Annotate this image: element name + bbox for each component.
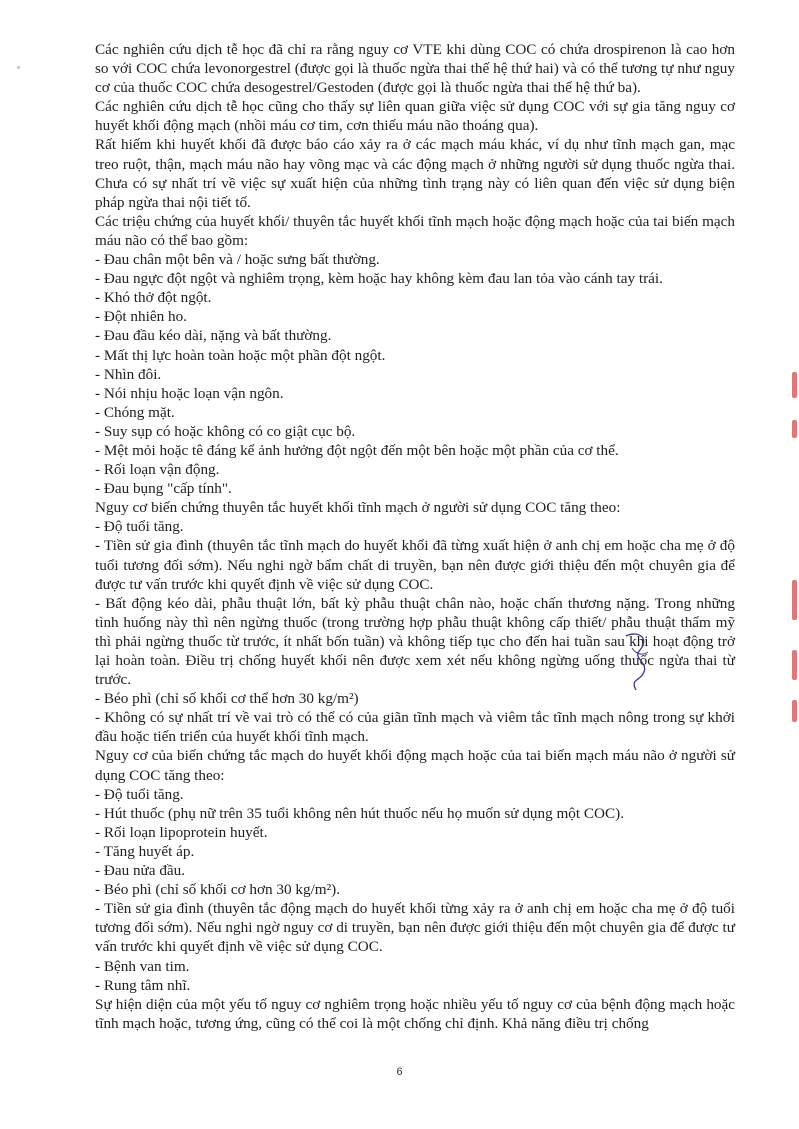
scan-edge-mark bbox=[792, 700, 797, 722]
paragraph: Các nghiên cứu dịch tễ học đã chỉ ra rằng nguy cơ VTE khi dùng COC có chứa drospirenon là cao hơn so với COC chứa levonorgestrel (được gọi là thuốc ngừa thai thế hệ thứ hai) và có thể tương tự như nguy cơ của thuốc COC chứa desogestrel/Gestoden (được gọi là thuốc ngừa thai thế hệ thứ ba). bbox=[95, 41, 735, 97]
paragraph: - Rung tâm nhĩ. bbox=[95, 976, 191, 994]
paragraph: - Đau chân một bên và / hoặc sưng bất thường. bbox=[95, 251, 380, 269]
paragraph: - Bất động kéo dài, phẫu thuật lớn, bất kỳ phẫu thuật chân nào, hoặc chấn thương nặng. Trong những tình huống này thì nên ngừng thuốc (trong trường hợp phẫu thuật không cấp thiết/ phẫu thuật thẩm mỹ thì phải ngừng thuốc từ trước, ít nhất bốn tuần) và không tiếp tục cho đến hai tuần sau khi hoạt động trở lại hoàn toàn. Điều trị chống huyết khối nên được xem xét nếu không ngừng uống thuốc ngừa thai từ trước. bbox=[95, 594, 735, 689]
paragraph: - Đau bụng "cấp tính". bbox=[95, 480, 232, 498]
paragraph: Các nghiên cứu dịch tễ học cũng cho thấy sự liên quan giữa việc sử dụng COC với sự gia tăng nguy cơ huyết khối động mạch (nhồi máu cơ tim, cơn thiếu máu não thoáng qua). bbox=[95, 98, 735, 135]
document-body bbox=[95, 40, 735, 1033]
scan-edge-mark bbox=[792, 420, 797, 438]
scan-edge-mark bbox=[792, 580, 797, 620]
scan-dot bbox=[17, 66, 20, 69]
paragraph: Nguy cơ của biến chứng tắc mạch do huyết khối động mạch hoặc của tai biến mạch máu não ở người sử dụng COC tăng theo: bbox=[95, 747, 735, 784]
paragraph: - Khó thở đột ngột. bbox=[95, 289, 212, 307]
paragraph: - Hút thuốc (phụ nữ trên 35 tuổi không nên hút thuốc nếu họ muốn sử dụng một COC). bbox=[95, 804, 624, 822]
paragraph: - Suy sụp có hoặc không có co giật cục bộ. bbox=[95, 422, 356, 440]
paragraph: - Béo phì (chỉ số khối cơ thể hơn 30 kg/m²) bbox=[95, 690, 359, 708]
paragraph: - Nói nhịu hoặc loạn vận ngôn. bbox=[95, 384, 284, 402]
paragraph: - Đau nửa đầu. bbox=[95, 862, 186, 880]
paragraph: - Đau ngực đột ngột và nghiêm trọng, kèm hoặc hay không kèm đau lan tỏa vào cánh tay trái. bbox=[95, 270, 663, 288]
paragraph: - Đau đầu kéo dài, nặng và bất thường. bbox=[95, 327, 332, 345]
paragraph: - Mất thị lực hoàn toàn hoặc một phần đột ngột. bbox=[95, 346, 386, 364]
paragraph: Các triệu chứng của huyết khối/ thuyên tắc huyết khối tĩnh mạch hoặc động mạch hoặc của tai biến mạch máu não có thể bao gồm: bbox=[95, 212, 735, 249]
paragraph: - Tiền sử gia đình (thuyên tắc tĩnh mạch do huyết khối đã từng xuất hiện ở anh chị em hoặc cha mẹ ở độ tuổi tương đối sớm). Nếu nghi ngờ bẩm chất di truyền, bạn nên được giới thiệu đến một chuyên gia để được tư vấn trước khi quyết định về việc sử dụng COC. bbox=[95, 537, 735, 593]
paragraph: - Bệnh van tim. bbox=[95, 957, 190, 975]
paragraph: - Độ tuổi tăng. bbox=[95, 518, 184, 536]
scan-edge-mark bbox=[792, 372, 797, 398]
paragraph: Sự hiện diện của một yếu tố nguy cơ nghiêm trọng hoặc nhiều yếu tố nguy cơ của bệnh động mạch hoặc tĩnh mạch hoặc, tương ứng, cũng có thể coi là một chống chỉ định. Khả năng điều trị chống bbox=[95, 995, 735, 1032]
paragraph: - Nhìn đôi. bbox=[95, 365, 162, 383]
paragraph: - Chóng mặt. bbox=[95, 403, 175, 421]
paragraph: Rất hiếm khi huyết khối đã được báo cáo xảy ra ở các mạch máu khác, ví dụ như tĩnh mạch gan, mạc treo ruột, thận, mạch máu não hay võng mạc và các động mạch ở những người sử dụng thuốc ngừa thai. Chưa có sự nhất trí về việc sự xuất hiện của những tình trạng này có liên quan đến việc sử dụng biện pháp ngừa thai nội tiết tố. bbox=[95, 136, 735, 211]
paragraph: - Mệt mỏi hoặc tê đáng kể ảnh hưởng đột ngột đến một bên hoặc một phần của cơ thể. bbox=[95, 441, 619, 459]
page-number: 6 bbox=[396, 1066, 403, 1078]
paragraph: - Không có sự nhất trí về vai trò có thể có của giãn tĩnh mạch và viêm tắc tĩnh mạch nông trong sự khởi đầu hoặc tiến triển của huyết khối tĩnh mạch. bbox=[95, 709, 735, 746]
paragraph: Nguy cơ biến chứng thuyên tắc huyết khối tĩnh mạch ở người sử dụng COC tăng theo: bbox=[95, 499, 621, 517]
scan-edge-mark bbox=[792, 650, 797, 680]
paragraph: - Đột nhiên ho. bbox=[95, 308, 187, 326]
paragraph: - Béo phì (chỉ số khối cơ hơn 30 kg/m²). bbox=[95, 881, 341, 899]
paragraph: - Tiền sử gia đình (thuyên tắc động mạch do huyết khối từng xảy ra ở anh chị em hoặc cha mẹ ở độ tuổi tương đối sớm). Nếu nghi ngờ nguy cơ di truyền, bạn nên được giới thiệu đến một chuyên gia để được tư vấn trước khi quyết định về việc sử dụng COC. bbox=[95, 900, 735, 956]
paragraph: - Rối loạn lipoprotein huyết. bbox=[95, 823, 268, 841]
paragraph: - Rối loạn vận động. bbox=[95, 461, 220, 479]
paragraph: - Độ tuổi tăng. bbox=[95, 785, 184, 803]
paragraph: - Tăng huyết áp. bbox=[95, 842, 195, 860]
